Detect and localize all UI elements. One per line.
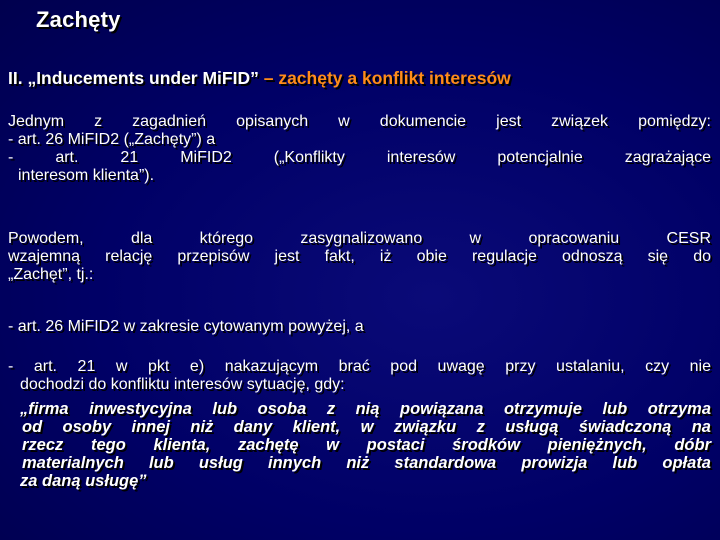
paragraph-relationship <box>8 113 711 185</box>
paragraph-line: - art. 26 MiFID2 w zakresie cytowanym powyżej, a <box>8 318 364 335</box>
paragraph-line: „Zachęt”, tj.: <box>8 266 94 283</box>
quote-block <box>8 400 711 490</box>
paragraph-line: - art. 21 w pkt e) nakazującym brać pod uwagę przy ustalaniu, czy nie <box>8 358 711 375</box>
paragraph-art26 <box>8 318 711 336</box>
paragraph-line: - art. 21 MiFID2 („Konflikty interesów potencjalnie zagrażające <box>8 149 711 166</box>
slide-title: Zachęty <box>36 7 121 32</box>
paragraph-line: dochodzi do konfliktu interesów sytuację, gdy: <box>20 376 345 393</box>
quote-line: od osoby innej niż dany klient, w związku z usługą świadczoną na <box>22 418 711 436</box>
quote-line: za daną usługę” <box>20 472 147 490</box>
paragraph-line: Jednym z zagadnień opisanych w dokumencie jest związek pomiędzy: <box>8 113 711 130</box>
subtitle-accent: – zachęty a konflikt interesów <box>263 68 511 88</box>
quote-line: materialnych lub usług innych niż standardowa prowizja lub opłata <box>22 454 711 472</box>
quote-line: „firma inwestycyjna lub osoba z nią powiązana otrzymuje lub otrzyma <box>20 400 711 418</box>
paragraph-line: interesom klienta”). <box>18 167 155 184</box>
paragraph-art21 <box>8 358 711 394</box>
paragraph-line: - art. 26 MiFID2 („Zachęty”) a <box>8 131 216 148</box>
paragraph-reason <box>8 230 711 284</box>
subtitle-main: II. „Inducements under MiFID” <box>8 68 264 88</box>
quote-line: rzecz tego klienta, zachętę w postaci środków pieniężnych, dóbr <box>22 436 711 454</box>
paragraph-line: wzajemną relację przepisów jest fakt, iż obie regulacje odnoszą się do <box>8 248 711 265</box>
slide-subtitle <box>8 68 511 89</box>
paragraph-line: Powodem, dla którego zasygnalizowano w opracowaniu CESR <box>8 230 711 247</box>
